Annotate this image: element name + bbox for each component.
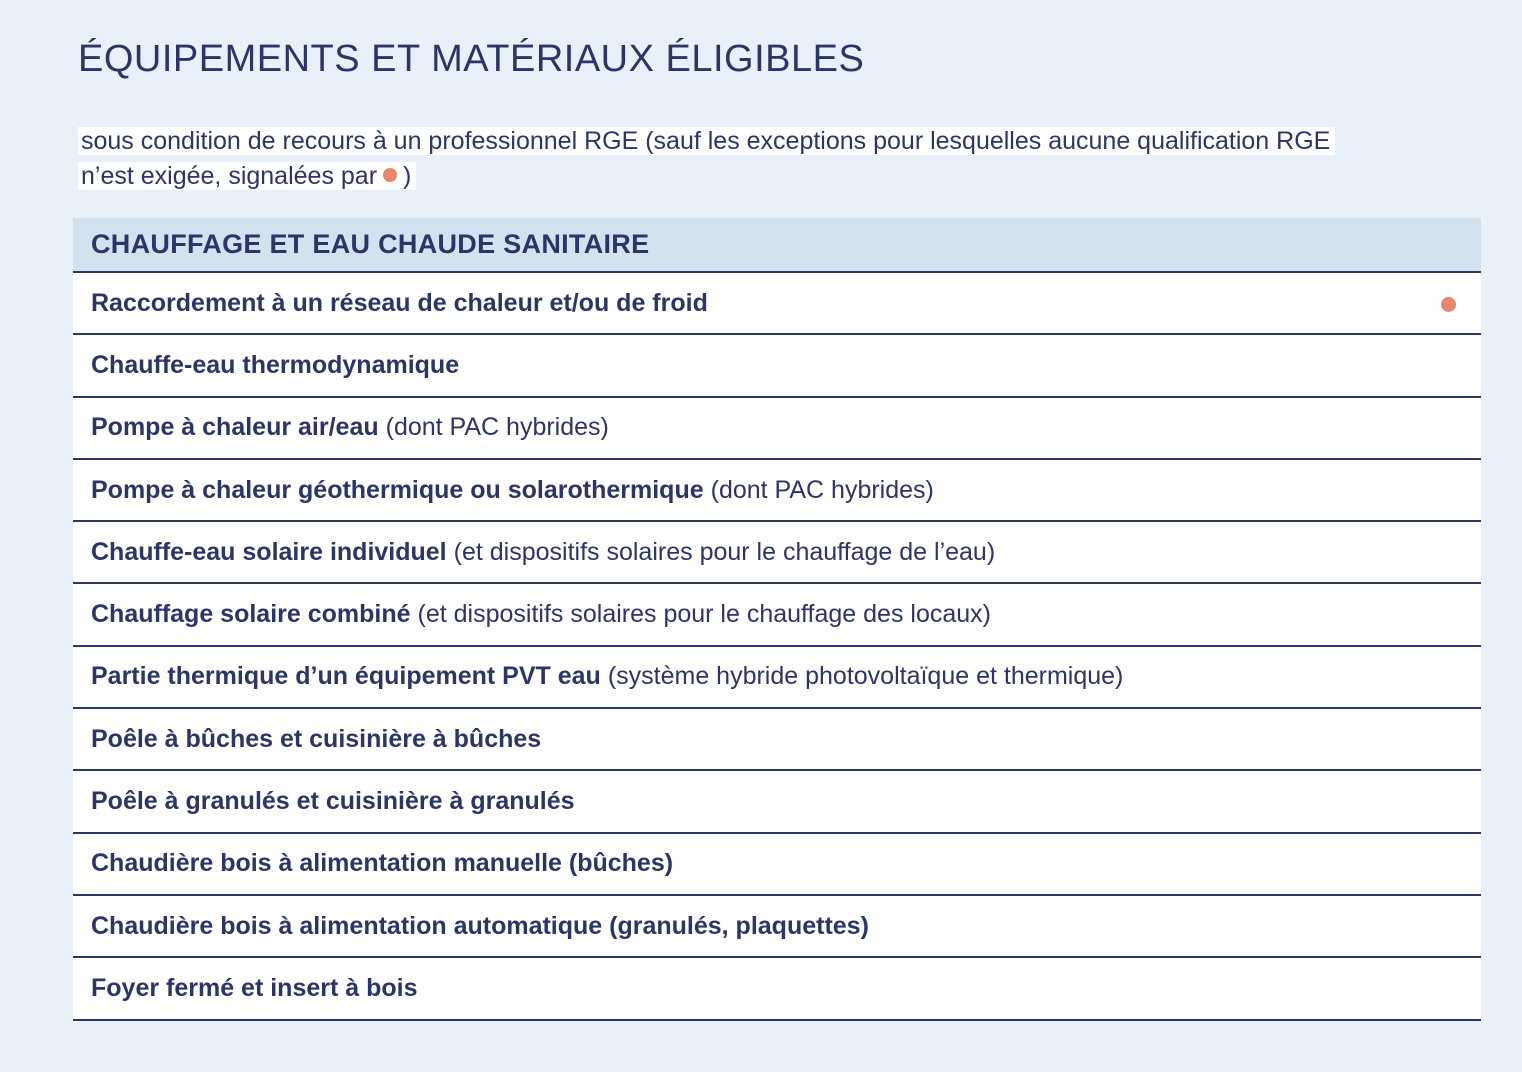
row-label: Chaudière bois à alimentation manuelle (bûches) — [91, 849, 674, 878]
table-row — [73, 273, 1481, 335]
row-note: (système hybride photovoltaïque et thermique) — [607, 662, 1124, 691]
row-label: Poêle à granulés et cuisinière à granulés — [91, 787, 575, 816]
table-row — [73, 709, 1481, 771]
equipment-table — [73, 218, 1481, 1021]
no-rge-dot-icon — [1441, 297, 1456, 312]
row-note: (dont PAC hybrides) — [710, 475, 934, 504]
row-note: (dont PAC hybrides) — [385, 413, 609, 442]
row-label: Chauffe-eau thermodynamique — [91, 350, 460, 379]
row-label: Pompe à chaleur air/eau — [91, 413, 379, 442]
table-row — [73, 647, 1481, 709]
intro-line-1: sous condition de recours à un professionnel RGE (sauf les exceptions pour lesquelles aucune qualification RGE — [78, 127, 1335, 155]
table-row — [73, 584, 1481, 646]
table-row — [73, 398, 1481, 460]
table-row — [73, 460, 1481, 522]
row-label: Partie thermique d’un équipement PVT eau — [91, 662, 601, 691]
table-header: CHAUFFAGE ET EAU CHAUDE SANITAIRE — [73, 218, 1481, 273]
row-label: Chaudière bois à alimentation automatique (granulés, plaquettes) — [91, 911, 869, 940]
page-title: ÉQUIPEMENTS ET MATÉRIAUX ÉLIGIBLES — [78, 38, 865, 80]
row-label: Chauffage solaire combiné — [91, 600, 411, 629]
row-note: (et dispositifs solaires pour le chauffage de l’eau) — [453, 537, 996, 566]
table-row — [73, 958, 1481, 1020]
exception-dot-icon — [383, 168, 397, 182]
row-label: Pompe à chaleur géothermique ou solarothermique — [91, 475, 704, 504]
table-row — [73, 896, 1481, 958]
row-label: Poêle à bûches et cuisinière à bûches — [91, 724, 542, 753]
intro-text — [78, 124, 1478, 194]
row-label: Foyer fermé et insert à bois — [91, 973, 418, 1002]
intro-line-2-text: n’est exigée, signalées par — [81, 162, 378, 190]
row-note: (et dispositifs solaires pour le chauffage des locaux) — [417, 600, 991, 629]
row-label: Raccordement à un réseau de chaleur et/ou de froid — [91, 288, 708, 317]
table-row — [73, 771, 1481, 833]
row-label: Chauffe-eau solaire individuel — [91, 537, 447, 566]
table-row — [73, 522, 1481, 584]
intro-line-2 — [78, 162, 416, 190]
intro-line-2-close: ) — [403, 162, 412, 190]
table-row — [73, 335, 1481, 397]
table-row — [73, 834, 1481, 896]
